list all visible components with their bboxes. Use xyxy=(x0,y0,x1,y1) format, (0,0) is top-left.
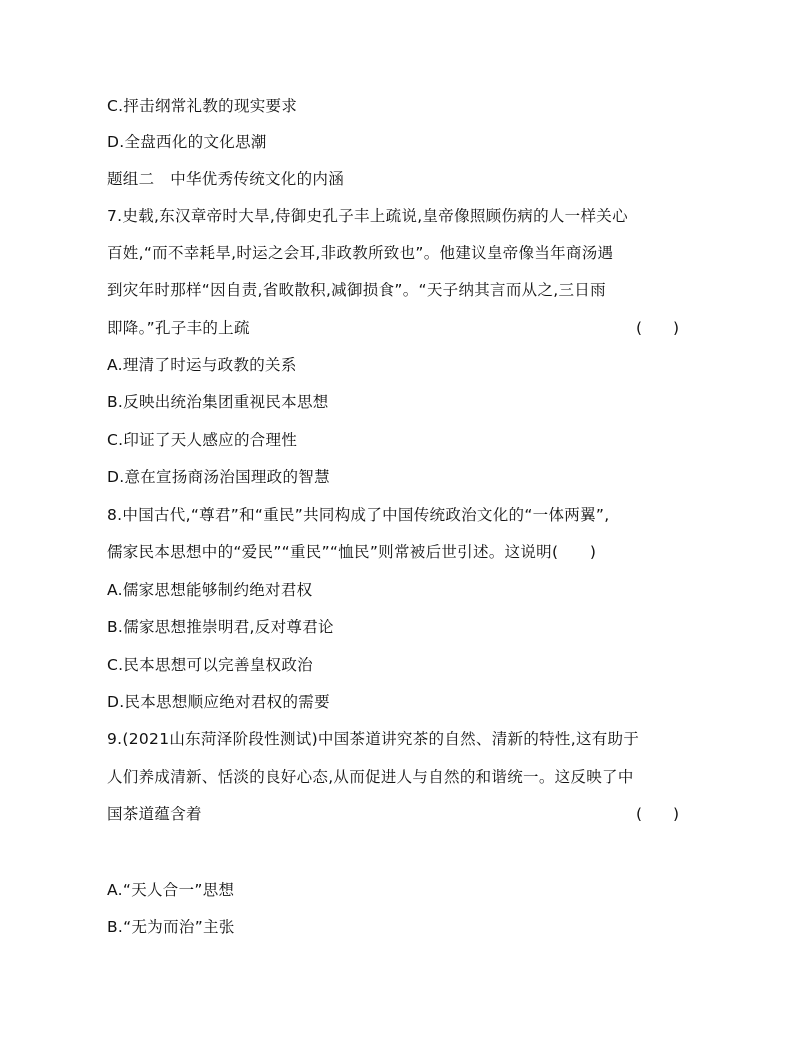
q7-option-b: B.反映出统治集团重视民本思想 xyxy=(107,393,329,411)
section-heading: 题组二 中华优秀传统文化的内涵 xyxy=(107,170,345,188)
q9-stem-line-1: 9.(2021山东菏泽阶段性测试)中国茶道讲究茶的自然、清新的特性,这有助于 xyxy=(107,730,640,748)
q8-option-a: A.儒家思想能够制约绝对君权 xyxy=(107,581,313,599)
q8-option-c: C.民本思想可以完善皇权政治 xyxy=(107,656,313,674)
q8-stem-line-2: 儒家民本思想中的“爱民”“重民”“恤民”则常被后世引述。这说明( ) xyxy=(107,543,597,561)
q9-stem-line-2: 人们养成清新、恬淡的良好心态,从而促进人与自然的和谐统一。这反映了中 xyxy=(107,768,634,786)
q7-option-d: D.意在宣扬商汤治国理政的智慧 xyxy=(107,468,330,486)
q8-option-b: B.儒家思想推崇明君,反对尊君论 xyxy=(107,618,334,636)
q9-stem-line-3: 国茶道蕴含着 xyxy=(107,805,202,823)
q9-answer-bracket: ( ) xyxy=(636,805,680,823)
q7-option-c: C.印证了天人感应的合理性 xyxy=(107,431,298,449)
q8-stem-line-1: 8.中国古代,“尊君”和“重民”共同构成了中国传统政治文化的“一体两翼”, xyxy=(107,506,610,524)
q7-stem-line-2: 百姓,“而不幸耗旱,时运之会耳,非政教所致也”。他建议皇帝像当年商汤遇 xyxy=(107,244,614,262)
q7-answer-bracket: ( ) xyxy=(636,319,680,337)
q7-option-a: A.理清了时运与政教的关系 xyxy=(107,356,297,374)
q9-option-a: A.“天人合一”思想 xyxy=(107,881,235,899)
q7-stem-line-4: 即降。”孔子丰的上疏 xyxy=(107,319,250,337)
q6-option-d: D.全盘西化的文化思潮 xyxy=(107,133,267,151)
q7-stem-line-3: 到灾年时那样“因自责,省畋散积,减御损食”。“天子纳其言而从之,三日雨 xyxy=(107,281,606,299)
q9-option-b: B.“无为而治”主张 xyxy=(107,918,235,936)
q8-option-d: D.民本思想顺应绝对君权的需要 xyxy=(107,693,330,711)
q7-stem-line-1: 7.史载,东汉章帝时大旱,侍御史孔子丰上疏说,皇帝像照顾伤病的人一样关心 xyxy=(107,207,628,225)
q6-option-c: C.抨击纲常礼教的现实要求 xyxy=(107,97,298,115)
